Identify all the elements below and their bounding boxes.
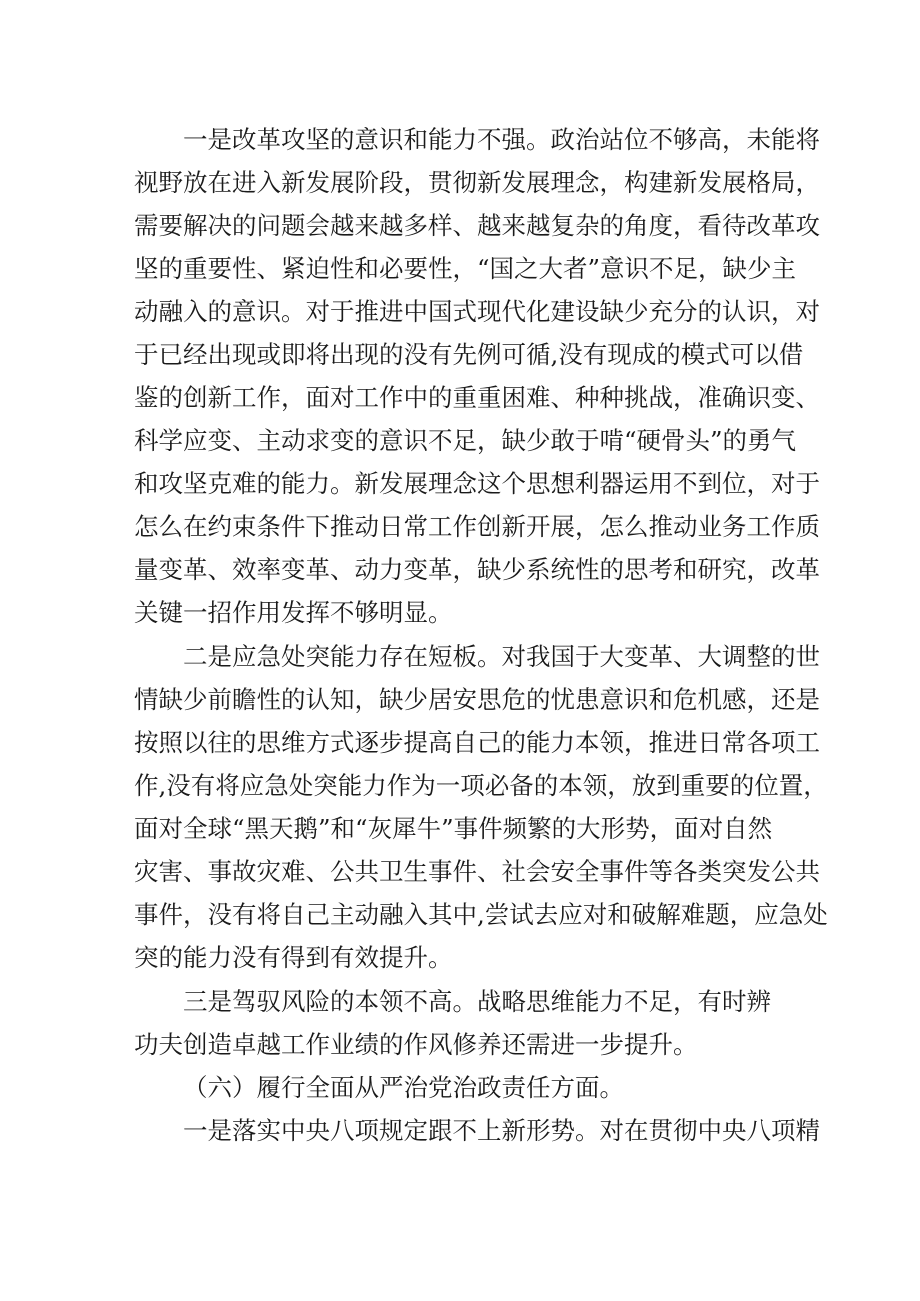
paragraph-4-line-1: 一是落实中央八项规定跟不上新形势。对在贯彻中央八项精 (183, 1116, 820, 1145)
paragraph-1-line-5: 动融入的意识。对于推进中国式现代化建设缺少充分的认识，对 (134, 297, 820, 326)
paragraph-3-line-1: 三是驾驭风险的本领不高。战略思维能力不足，有时辨 (183, 987, 771, 1016)
paragraph-2-line-8: 突的能力没有得到有效提升。 (134, 943, 453, 972)
paragraph-1-line-11: 量变革、效率变革、动力变革，缺少系统性的思考和研究，改革 (134, 555, 820, 584)
paragraph-2-line-6: 灾害、事故灾难、公共卫生事件、社会安全事件等各类突发公共 (134, 857, 820, 886)
paragraph-1-line-8: 科学应变、主动求变的意识不足，缺少敢于啃“硬骨头”的勇气 (134, 426, 797, 455)
paragraph-1-line-3: 需要解决的问题会越来越多样、越来越复杂的角度，看待改革攻 (134, 211, 820, 240)
paragraph-2-line-3: 按照以往的思维方式逐步提高自己的能力本领，推进日常各项工 (134, 728, 820, 757)
paragraph-1-line-1: 一是改革攻坚的意识和能力不强。政治站位不够高，未能将 (183, 125, 820, 154)
paragraph-1-line-4: 坚的重要性、紧迫性和必要性，“国之大者”意识不足，缺少主 (134, 254, 797, 283)
section-heading: （六）履行全面从严治党治政责任方面。 (183, 1073, 624, 1102)
paragraph-2-line-2: 情缺少前瞻性的认知，缺少居安思危的忧患意识和危机感，还是 (134, 685, 820, 714)
paragraph-1-line-2: 视野放在进入新发展阶段，贯彻新发展理念，构建新发展格局， (134, 168, 820, 197)
paragraph-1-line-12: 关键一招作用发挥不够明显。 (134, 598, 453, 627)
paragraph-2-line-7: 事件，没有将自己主动融入其中,尝试去应对和破解难题，应急处 (134, 900, 828, 929)
paragraph-1-line-10: 怎么在约束条件下推动日常工作创新开展，怎么推动业务工作质 (134, 512, 820, 541)
paragraph-1-line-7: 鉴的创新工作，面对工作中的重重困难、种种挑战，准确识变、 (134, 383, 820, 412)
paragraph-1-line-9: 和攻坚克难的能力。新发展理念这个思想利器运用不到位，对于 (134, 469, 820, 498)
paragraph-2-line-1: 二是应急处突能力存在短板。对我国于大变革、大调整的世 (183, 642, 820, 671)
paragraph-2-line-4: 作,没有将应急处突能力作为一项必备的本领，放到重要的位置， (134, 771, 828, 800)
paragraph-1-line-6: 于已经出现或即将出现的没有先例可循,没有现成的模式可以借 (134, 340, 804, 369)
paragraph-2-line-5: 面对全球“黑天鹅”和“灰犀牛”事件频繁的大形势，面对自然 (134, 814, 773, 843)
paragraph-3-line-2: 功夫创造卓越工作业绩的作风修养还需进一步提升。 (134, 1030, 698, 1059)
